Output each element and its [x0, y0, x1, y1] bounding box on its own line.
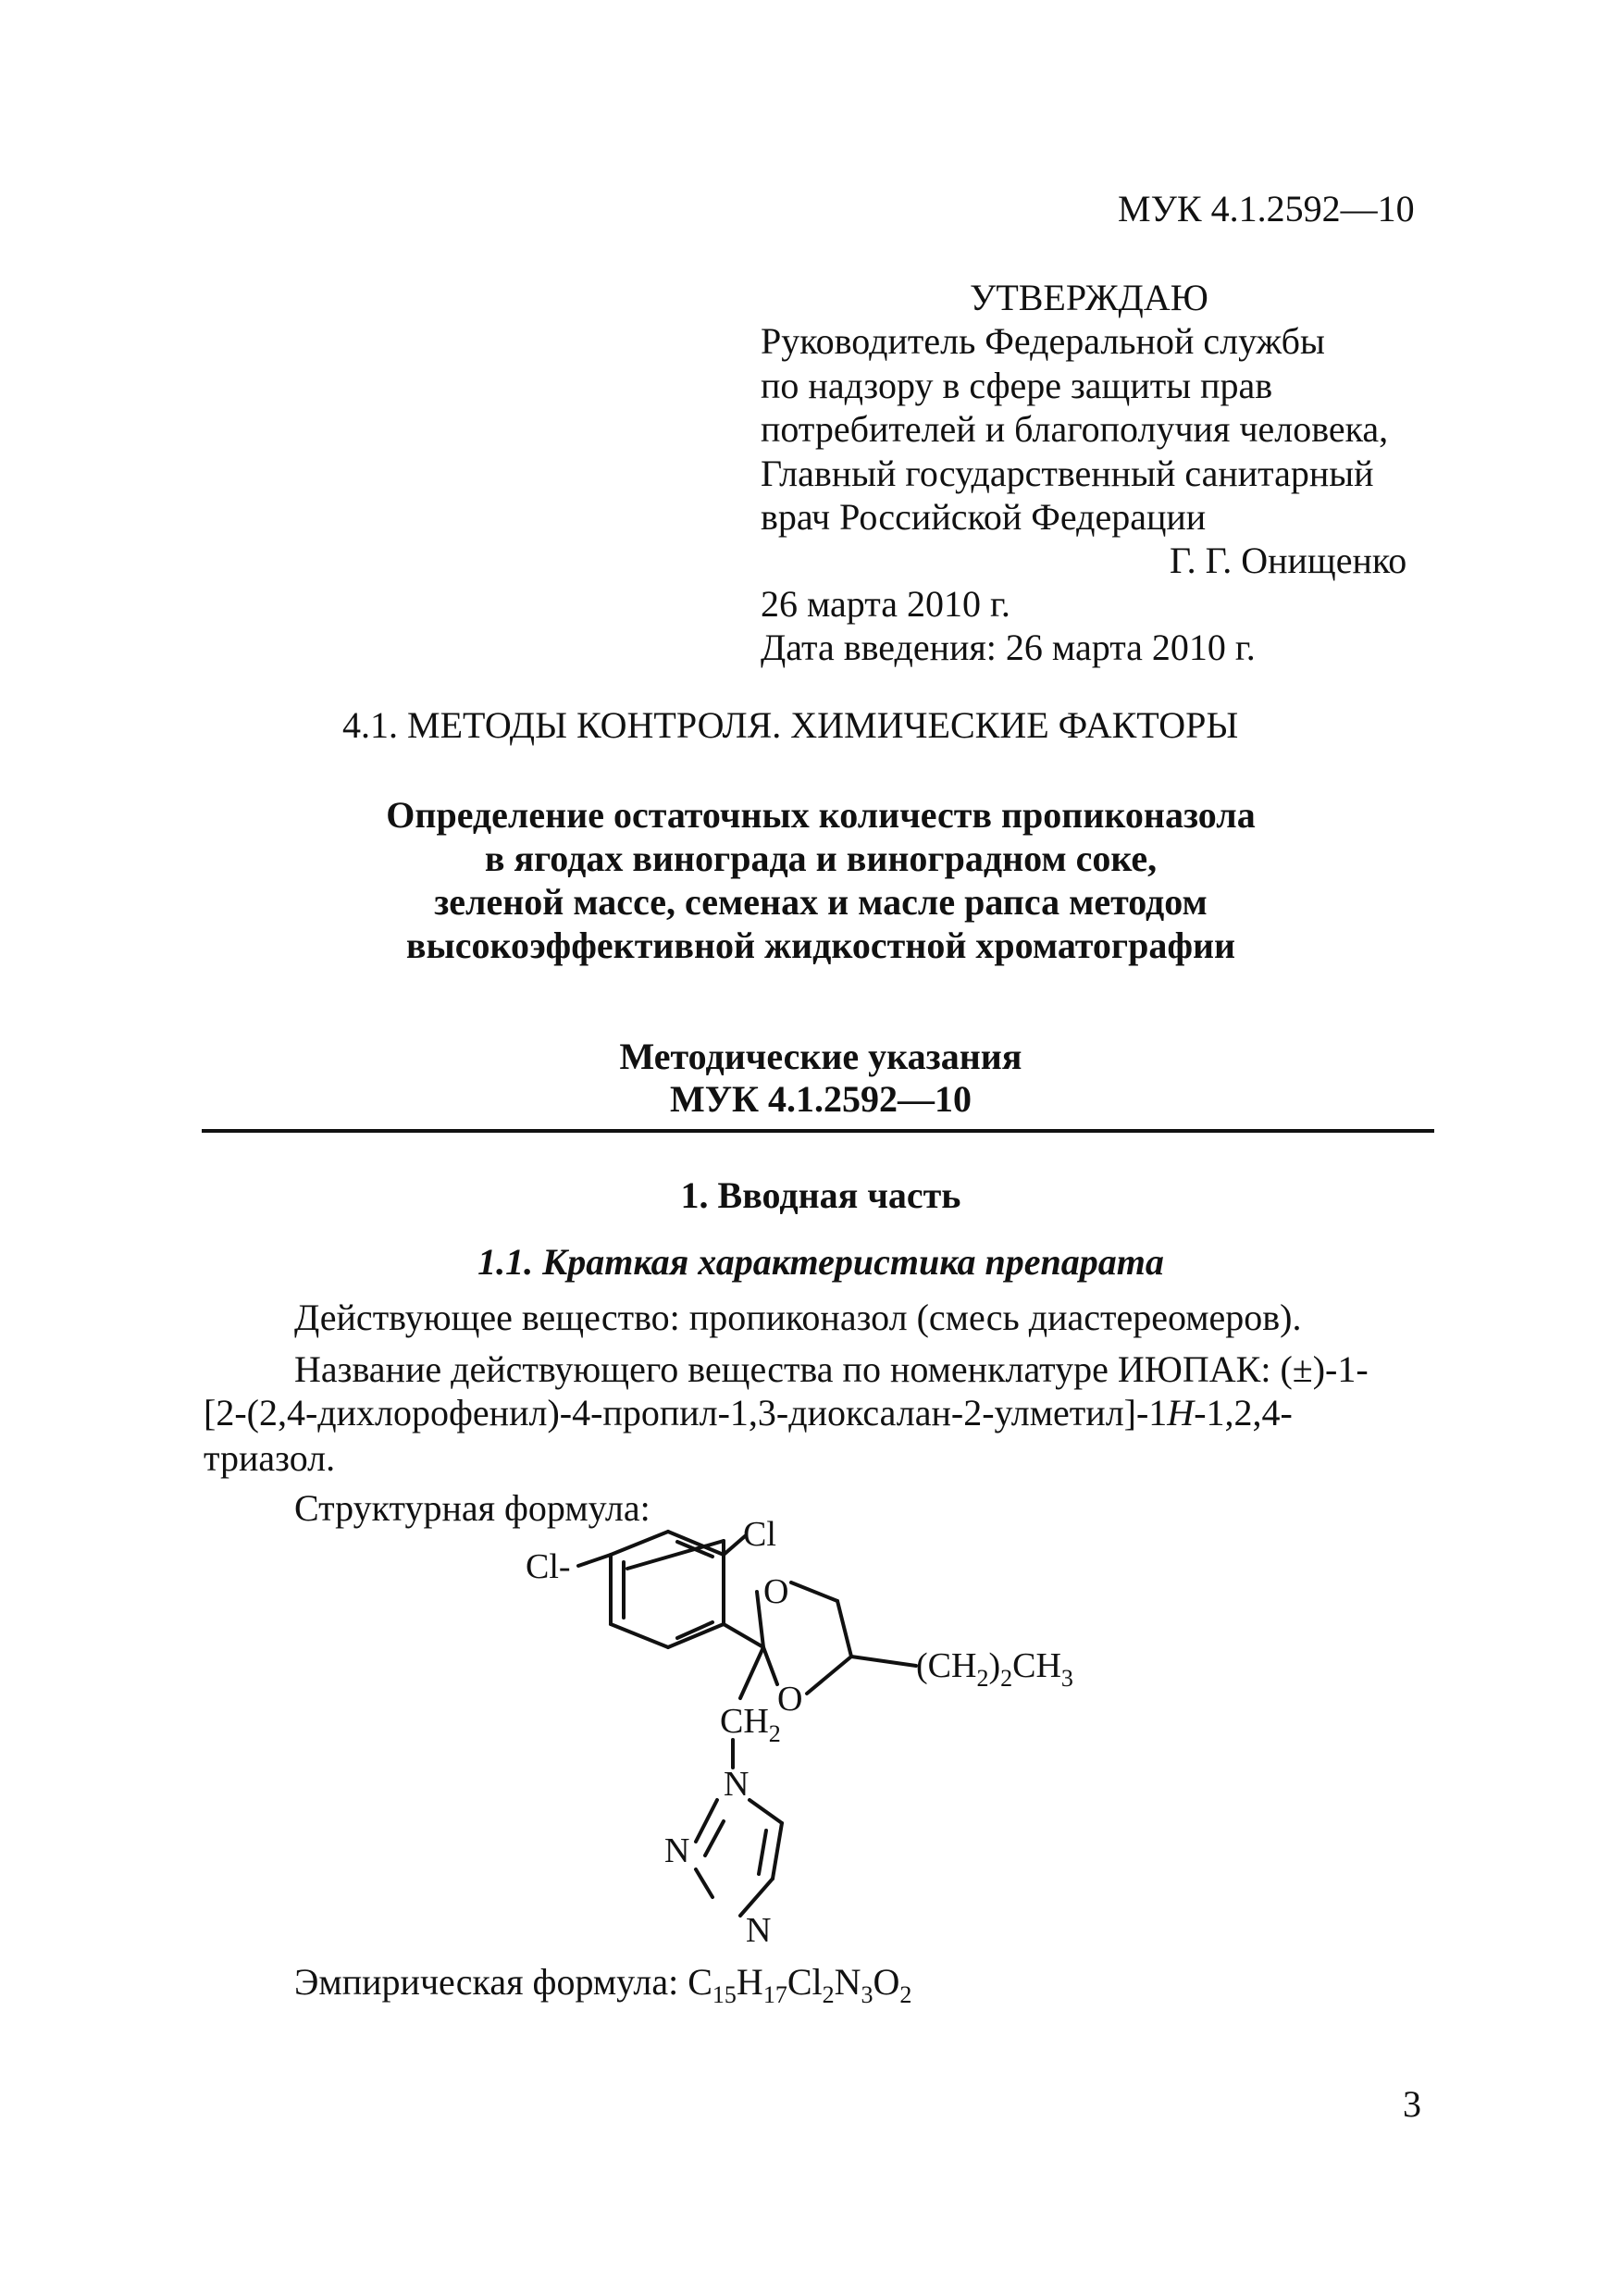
horizontal-rule [202, 1129, 1434, 1133]
part-heading: 1. Вводная часть [680, 1174, 961, 1216]
n-left-label: N [664, 1831, 690, 1870]
title-line-3: зеленой массе, семенах и масле рапса методом [434, 881, 1208, 923]
structural-formula-diagram [463, 1518, 1166, 1980]
subsection-heading: 1.1. Краткая характеристика препарата [477, 1241, 1164, 1283]
signatory-name: Г. Г. Онищенко [1170, 540, 1407, 581]
iupac-line-2: [2-(2,4-дихлорофенил)-4-пропил-1,3-диоксалан-2-улметил]-1H-1,2,4- [204, 1392, 1293, 1433]
approval-date: 26 марта 2010 г. [761, 583, 1010, 625]
triazole-ring [696, 1800, 782, 1916]
benzene-ring [611, 1532, 724, 1647]
title-line-1: Определение остаточных количеств пропиконазола [386, 794, 1256, 836]
cl-top-bond [724, 1536, 745, 1555]
subtitle-line-2: МУК 4.1.2592—10 [669, 1078, 973, 1120]
approval-line-2: по надзору в сфере защиты прав [761, 365, 1273, 406]
document-code: МУК 4.1.2592—10 [1118, 188, 1415, 230]
structural-formula-label: Структурная формула: [294, 1487, 650, 1529]
active-substance-text: Действующее вещество: пропиконазол (смесь диастереомеров). [294, 1297, 1302, 1338]
ch2-label: $CH_2$ [720, 1702, 781, 1747]
title-line-4: высокоэффективной жидкостной хроматографии [405, 925, 1236, 966]
propyl-chain-label: $(CH_2)_2CH_3$ [916, 1646, 1073, 1692]
aryl-bond [724, 1624, 763, 1647]
o-top-label: O [763, 1572, 789, 1611]
cl-left-label: Cl- [526, 1547, 571, 1586]
n1-label: N [724, 1765, 750, 1804]
iupac-line-1: Название действующего вещества по номенклатуре ИЮПАК: (±)-1- [294, 1348, 1369, 1390]
n-bottom-label: N [746, 1911, 772, 1950]
title-line-2: в ягодах винограда и виноградном соке, [484, 838, 1158, 879]
ch2-bond [740, 1647, 763, 1698]
page-number: 3 [1403, 2083, 1421, 2125]
introduction-date: Дата введения: 26 марта 2010 г. [761, 627, 1256, 668]
propyl-bond [851, 1657, 916, 1666]
empirical-formula-text: Эмпирическая формула: $C_{15}H_{17}Cl_2N_3O_2$ [294, 1961, 912, 2009]
cl-top-label: Cl [743, 1518, 776, 1554]
o-bottom-label: O [777, 1680, 803, 1719]
approval-line-3: потребителей и благополучия человека, [761, 408, 1389, 450]
subtitle-line-1: Методические указания [619, 1036, 1022, 1077]
approval-line-5: врач Российской Федерации [761, 496, 1207, 538]
cl-left-bond [578, 1555, 611, 1566]
section-heading: 4.1. МЕТОДЫ КОНТРОЛЯ. ХИМИЧЕСКИЕ ФАКТОРЫ [342, 704, 1239, 746]
approval-line-4: Главный государственный санитарный [761, 453, 1374, 494]
approval-title: УТВЕРЖДАЮ [970, 277, 1208, 318]
approval-line-1: Руководитель Федеральной службы [761, 320, 1325, 362]
iupac-line-3: триазол. [204, 1437, 336, 1479]
